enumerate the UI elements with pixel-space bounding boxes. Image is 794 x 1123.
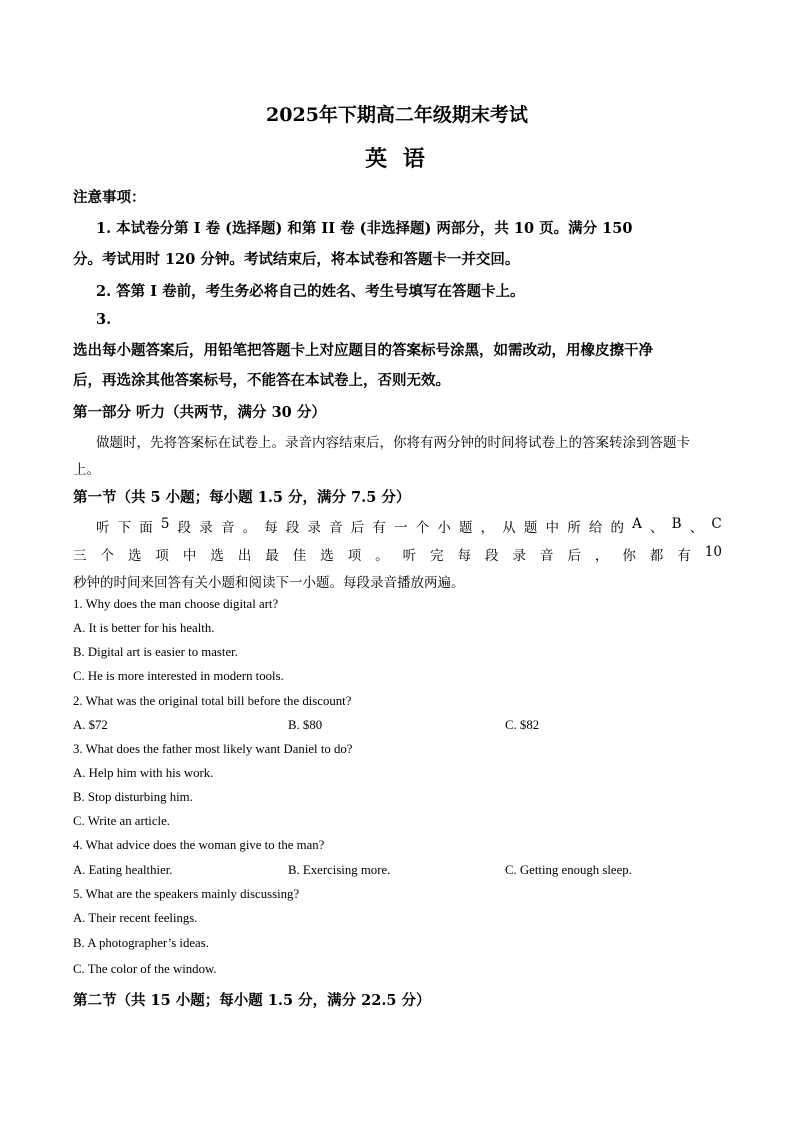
intro-char: 所 <box>567 520 581 536</box>
intro-char: 个 <box>415 520 430 536</box>
intro-char: 小 <box>437 520 451 536</box>
intro-char: B <box>671 516 682 532</box>
intro-char: 每 <box>457 548 472 564</box>
intro-char: 最 <box>265 548 279 564</box>
intro-char: 有 <box>677 548 691 564</box>
notice-item-3-number: 3. <box>96 311 112 328</box>
intro-char: ， <box>594 548 609 564</box>
question-3-option-b: B. Stop disturbing him. <box>73 790 193 804</box>
intro-char: 从 <box>502 520 516 536</box>
intro-char: 选 <box>127 548 142 564</box>
question-4-option-a: A. Eating healthier. <box>73 863 173 877</box>
subject-title: 英 语 <box>365 146 429 172</box>
notice-item-3-cont: 后，再选涂其他答案标号，不能答在本试卷上，否则无效。 <box>73 372 450 389</box>
intro-char: 10 <box>704 544 722 560</box>
notice-item-1: 1. 本试卷分第 I 卷 (选择题) 和第 II 卷 (非选择题) 两部分，共 10 页。满分 150 <box>96 220 633 237</box>
intro-char: 录 <box>199 520 213 536</box>
intro-char: 听 <box>402 548 417 564</box>
intro-char: 中 <box>182 548 197 564</box>
intro-char: 都 <box>649 548 664 564</box>
question-4-stem: 4. What advice does the woman give to the man? <box>73 838 325 852</box>
intro-char: 有 <box>372 520 386 536</box>
intro-char: 选 <box>210 548 224 564</box>
intro-char: 三 <box>73 548 87 564</box>
intro-char: 5 <box>160 516 170 532</box>
question-5-stem: 5. What are the speakers mainly discussing? <box>73 887 300 901</box>
intro-char: 下 <box>117 520 132 536</box>
intro-char: 。 <box>242 520 257 536</box>
intro-char: A <box>632 516 642 532</box>
intro-char: 音 <box>329 520 343 536</box>
intro-char: 中 <box>545 520 560 536</box>
intro-char: 给 <box>588 520 603 536</box>
intro-char: 完 <box>430 548 444 564</box>
question-3-option-a: A. Help him with his work. <box>73 766 214 780</box>
question-3-stem: 3. What does the father most likely want Daniel to do? <box>73 742 353 756</box>
notice-item-3: 选出每小题答案后，用铅笔把答题卡上对应题目的答案标号涂黑，如需改动，用橡皮擦干净 <box>73 342 653 359</box>
part1-intro: 做题时，先将答案标在试卷上。录音内容结束后，你将有两分钟的时间将试卷上的答案转涂到答题卡 <box>96 435 690 451</box>
notice-item-2: 2. 答第 I 卷前，考生务必将自己的姓名、考生号填写在答题卡上。 <box>96 283 525 300</box>
section1-intro <box>96 516 722 536</box>
intro-char: 一 <box>394 520 408 536</box>
notice-heading: 注意事项： <box>73 189 146 206</box>
intro-char: 的 <box>610 520 624 536</box>
intro-char: 后 <box>567 548 581 564</box>
question-5-option-b: B. A photographer’s ideas. <box>73 936 209 950</box>
intro-char: 个 <box>100 548 114 564</box>
question-1-option-c: C. He is more interested in modern tools. <box>73 669 284 683</box>
question-2-option-b: B. $80 <box>288 718 323 732</box>
intro-char: 选 <box>320 548 334 564</box>
intro-char: 题 <box>523 520 538 536</box>
intro-char: 音 <box>539 548 554 564</box>
intro-char: 面 <box>139 520 153 536</box>
intro-char: 题 <box>458 520 473 536</box>
intro-char: 每 <box>264 520 278 536</box>
question-4-option-b: B. Exercising more. <box>288 863 391 877</box>
section1-heading: 第一节（共 5 小题；每小题 1.5 分，满分 7.5 分） <box>73 489 411 506</box>
part1-intro-cont: 上。 <box>73 462 100 478</box>
intro-char: 项 <box>155 548 169 564</box>
intro-char: 你 <box>622 548 636 564</box>
intro-char: 、 <box>650 520 664 536</box>
intro-char: 音 <box>220 520 235 536</box>
section2-heading: 第二节（共 15 小题；每小题 1.5 分，满分 22.5 分） <box>73 992 431 1009</box>
question-5-option-c: C. The color of the window. <box>73 962 217 976</box>
intro-char: ， <box>480 520 495 536</box>
exam-title: 2025年下期高二年级期末考试 <box>266 104 528 126</box>
question-2-option-a: A. $72 <box>73 718 108 732</box>
question-2-option-c: C. $82 <box>505 718 540 732</box>
intro-char: 、 <box>689 520 704 536</box>
intro-char: 。 <box>375 548 389 564</box>
question-1-option-a: A. It is better for his health. <box>73 621 215 635</box>
intro-char: C <box>711 516 722 532</box>
question-4-option-c: C. Getting enough sleep. <box>505 863 632 877</box>
question-2-stem: 2. What was the original total bill before the discount? <box>73 694 352 708</box>
notice-item-1-cont: 分。考试用时 120 分钟。考试结束后，将本试卷和答题卡一并交回。 <box>73 251 520 268</box>
question-5-option-a: A. Their recent feelings. <box>73 911 198 925</box>
question-3-option-c: C. Write an article. <box>73 814 170 828</box>
intro-char: 段 <box>285 520 300 536</box>
section1-intro-cont <box>73 544 722 564</box>
intro-char: 录 <box>307 520 321 536</box>
intro-char: 录 <box>512 548 526 564</box>
intro-char: 段 <box>177 520 192 536</box>
part1-heading: 第一部分 听力（共两节，满分 30 分） <box>73 404 326 421</box>
intro-char: 听 <box>96 520 110 536</box>
question-1-option-b: B. Digital art is easier to master. <box>73 645 238 659</box>
intro-char: 佳 <box>292 548 307 564</box>
intro-char: 段 <box>485 548 499 564</box>
section1-intro-end: 秒钟的时间来回答有关小题和阅读下一小题。每段录音播放两遍。 <box>73 575 465 591</box>
intro-char: 出 <box>237 548 252 564</box>
intro-char: 后 <box>350 520 365 536</box>
intro-char: 项 <box>347 548 362 564</box>
question-1-stem: 1. Why does the man choose digital art? <box>73 597 279 611</box>
